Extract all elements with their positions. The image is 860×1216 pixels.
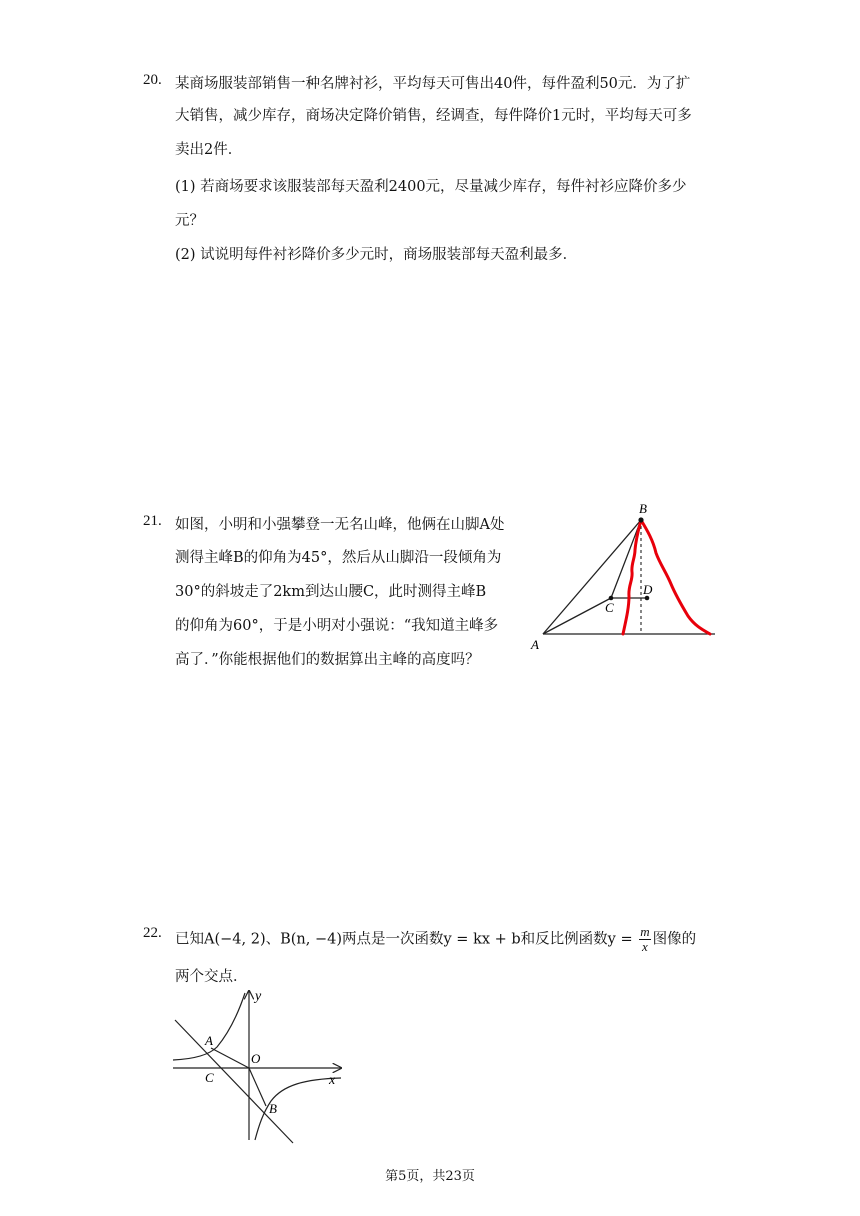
q21-line-1: 如图，小明和小强攀登一无名山峰，他俩在山脚A处 (175, 517, 505, 533)
label-y: y (255, 989, 262, 1004)
q20-part1-line-2: 元？ (175, 213, 204, 229)
point-b (638, 517, 643, 522)
q21-line-5: 高了．”你能根据他们的数据算出主峰的高度吗？ (175, 652, 480, 668)
q22-line-1 (175, 925, 696, 954)
function-graph (165, 985, 350, 1145)
label-o: O (251, 1051, 261, 1066)
label-c: C (605, 600, 614, 615)
label-x: x (329, 1073, 336, 1088)
q22-number: 22. (143, 925, 162, 941)
linear-line (175, 1020, 293, 1143)
q21-number: 21. (143, 513, 162, 529)
q20-number: 20. (143, 72, 162, 88)
label-a: A (531, 637, 539, 652)
fraction-numerator: m (640, 924, 650, 939)
fraction-denominator: x (642, 939, 648, 954)
q20-part1-line-1: (1) 若商场要求该服装部每天盈利2400元，尽量减少库存，每件衬衫应降价多少 (175, 179, 687, 195)
q22-line-1-text: 已知A(−4, 2)、B(n, −4)两点是一次函数y = kx + b和反比例函数y = (175, 931, 638, 948)
label-a: A (205, 1033, 213, 1048)
q22-line-2: 两个交点． (175, 969, 248, 985)
segment-oa (211, 1048, 249, 1068)
label-b: B (269, 1101, 277, 1116)
q22-line-1-end: 图像的 (652, 931, 697, 948)
hyperbola-branch-upper (173, 993, 245, 1060)
q21-line-2: 测得主峰B的仰角为45°，然后从山脚沿一段倾角为 (175, 550, 502, 566)
q20-line-1: 某商场服装部销售一种名牌衬衫，平均每天可售出40件，每件盈利50元．为了扩 (175, 76, 691, 92)
q20-line-3: 卖出2件． (175, 142, 243, 158)
q20-line-2: 大销售，减少库存，商场决定降价销售，经调查，每件降价1元时，平均每天可多 (175, 108, 692, 124)
q20-part2: (2) 试说明每件衬衫降价多少元时，商场服装部每天盈利最多． (175, 247, 578, 263)
q21-line-3: 30°的斜坡走了2km到达山腰C，此时测得主峰B (175, 584, 487, 600)
q21-line-4: 的仰角为60°，于是小明对小强说：“我知道主峰多 (175, 618, 499, 634)
label-d: D (643, 582, 653, 597)
label-c: C (205, 1070, 214, 1085)
page-footer: 第5页，共23页 (385, 1169, 475, 1184)
q22-fraction (639, 925, 650, 954)
mountain-figure (525, 498, 720, 658)
mountain-outline (623, 520, 710, 634)
label-b: B (639, 501, 647, 516)
